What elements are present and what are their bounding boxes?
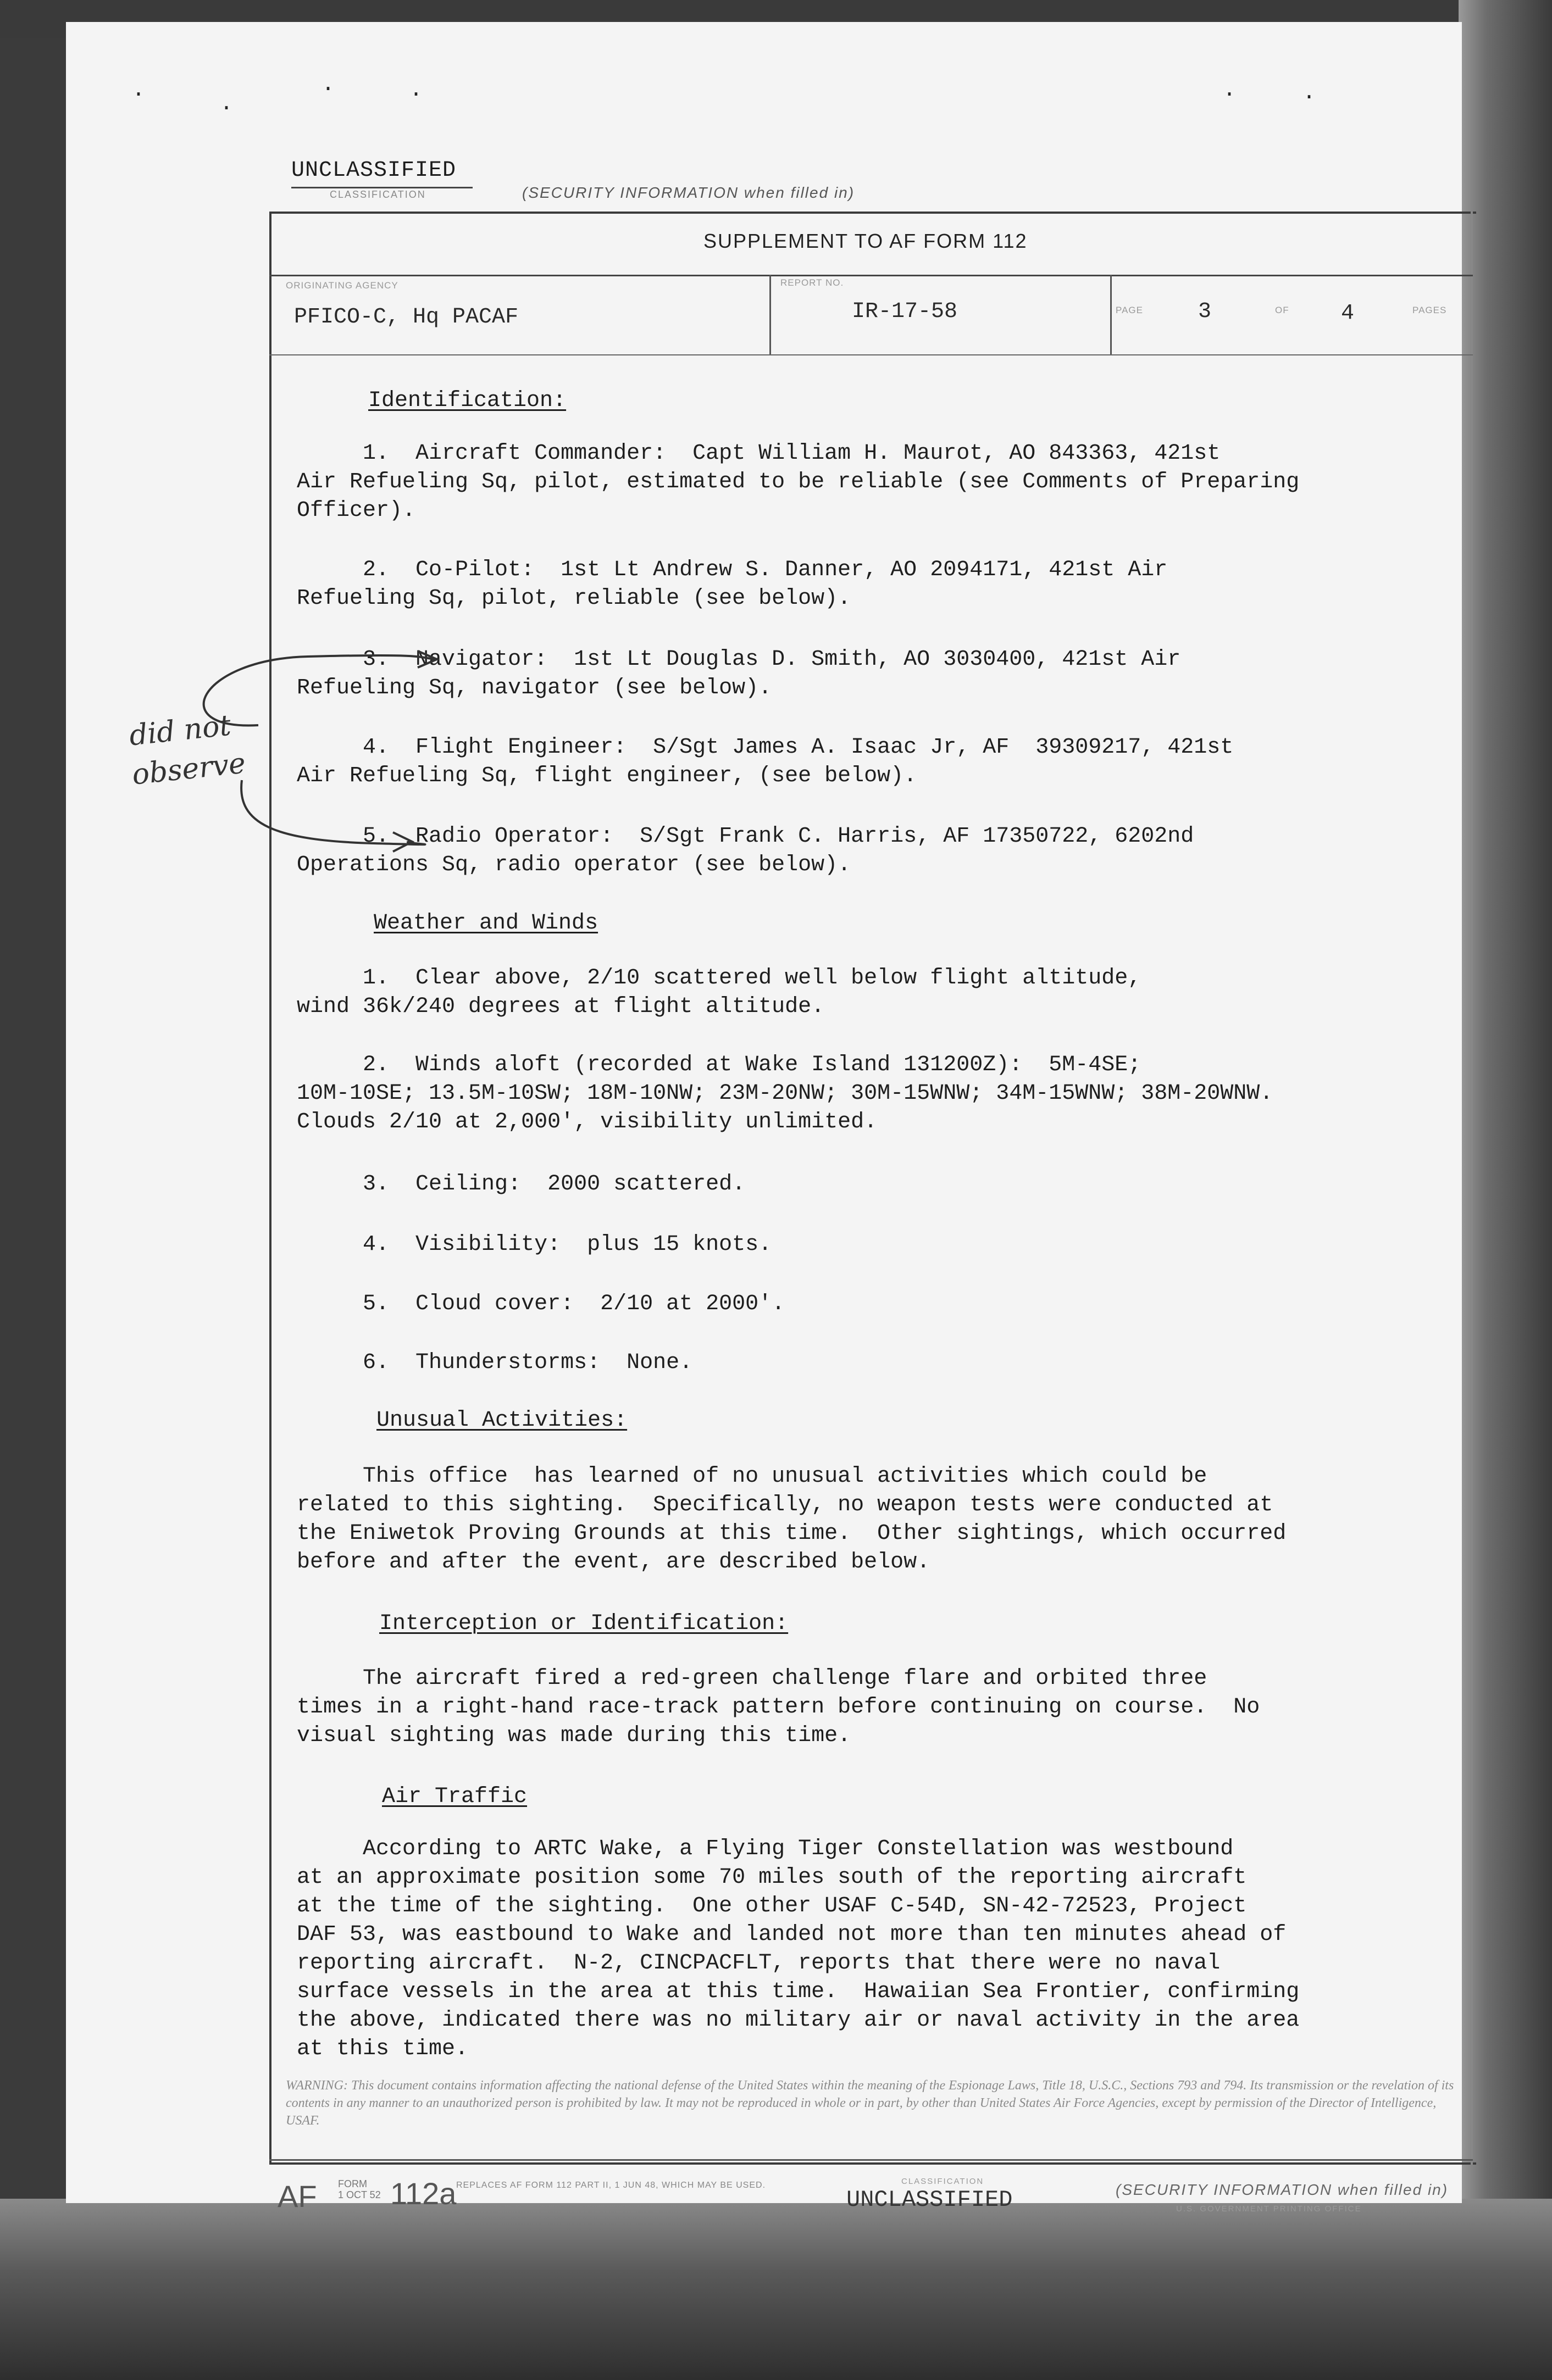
- section-heading-identification: Identification:: [368, 388, 567, 413]
- text-line: at this time.: [297, 2037, 469, 2061]
- footer-security-note: (SECURITY INFORMATION when filled in): [1116, 2181, 1449, 2198]
- report-no: IR-17-58: [852, 299, 958, 324]
- section-heading-unusual: Unusual Activities:: [376, 1408, 628, 1433]
- scan-speck: ·: [1223, 82, 1237, 107]
- text-line: 5. Cloud cover: 2/10 at 2000'.: [297, 1292, 785, 1316]
- footer-replaces: REPLACES AF FORM 112 PART II, 1 JUN 48, WHICH MAY BE USED.: [456, 2181, 766, 2190]
- text-line: Refueling Sq, pilot, reliable (see below).: [297, 586, 851, 611]
- text-line: 4. Flight Engineer: S/Sgt James A. Isaac Jr, AF 39309217, 421st: [297, 735, 1234, 760]
- text-line: wind 36k/240 degrees at flight altitude.: [297, 994, 825, 1019]
- page-number: 3: [1198, 299, 1212, 324]
- text-line: 2. Winds aloft (recorded at Wake Island 131200Z): 5M-4SE;: [297, 1053, 1141, 1077]
- text-line: Refueling Sq, navigator (see below).: [297, 676, 772, 700]
- text-line: 10M-10SE; 13.5M-10SW; 18M-10NW; 23M-20NW; 30M-15WNW; 34M-15WNW; 38M-20WNW.: [297, 1081, 1273, 1106]
- text-line: Clouds 2/10 at 2,000', visibility unlimited.: [297, 1110, 878, 1135]
- text-line: times in a right-hand race-track pattern before continuing on course. No: [297, 1695, 1260, 1720]
- text-line: DAF 53, was eastbound to Wake and landed not more than ten minutes ahead of: [297, 1922, 1287, 1947]
- footer-af: AF: [278, 2179, 317, 2214]
- text-line: According to ARTC Wake, a Flying Tiger Constellation was westbound: [297, 1837, 1234, 1861]
- footer-form-number: 112a: [390, 2176, 457, 2211]
- text-line: Operations Sq, radio operator (see below).: [297, 853, 851, 877]
- text-line: Air Refueling Sq, flight engineer, (see below).: [297, 764, 917, 788]
- footer-printing-office: U.S. GOVERNMENT PRINTING OFFICE: [1176, 2204, 1362, 2214]
- text-line: surface vessels in the area at this time. Hawaiian Sea Frontier, confirming: [297, 1979, 1300, 2004]
- footer-classification-label: CLASSIFICATION: [901, 2177, 984, 2186]
- text-line: 1. Clear above, 2/10 scattered well below flight altitude,: [297, 966, 1141, 991]
- section-heading-air-traffic: Air Traffic: [382, 1784, 528, 1809]
- handwritten-note-line2: observe: [130, 747, 247, 792]
- form-title: SUPPLEMENT TO AF FORM 112: [703, 230, 1028, 252]
- text-line: 5. Radio Operator: S/Sgt Frank C. Harris, AF 17350722, 6202nd: [297, 824, 1194, 849]
- scan-speck: ·: [220, 96, 234, 121]
- scan-speck: ·: [409, 82, 423, 107]
- text-line: the above, indicated there was no military air or naval activity in the area: [297, 2008, 1300, 2033]
- scan-speck: ·: [1302, 85, 1316, 110]
- text-line: visual sighting was made during this time.: [297, 1723, 851, 1748]
- text-line: the Eniwetok Proving Grounds at this time. Other sightings, which occurred: [297, 1521, 1287, 1546]
- section-heading-weather: Weather and Winds: [374, 911, 598, 936]
- text-line: 2. Co-Pilot: 1st Lt Andrew S. Danner, AO 2094171, 421st Air: [297, 558, 1168, 582]
- text-line: 4. Visibility: plus 15 knots.: [297, 1232, 772, 1257]
- text-line: related to this sighting. Specifically, no weapon tests were conducted at: [297, 1493, 1273, 1517]
- text-line: at an approximate position some 70 miles south of the reporting aircraft: [297, 1865, 1247, 1890]
- total-pages: 4: [1341, 301, 1355, 326]
- originating-agency-label: ORIGINATING AGENCY: [286, 280, 398, 291]
- text-line: reporting aircraft. N-2, CINCPACFLT, reports that there were no naval: [297, 1951, 1221, 1976]
- scan-speck: ·: [132, 82, 146, 107]
- scan-border-left: [0, 0, 66, 2380]
- text-line: This office has learned of no unusual activities which could be: [297, 1464, 1207, 1489]
- section-heading-interception: Interception or Identification:: [379, 1611, 789, 1636]
- footer-form-block: [338, 2178, 381, 2200]
- handwritten-note-line1: did not: [128, 709, 233, 753]
- of-label: OF: [1275, 305, 1289, 315]
- footer-form-label: FORM: [338, 2178, 367, 2189]
- report-no-label: REPORT NO.: [780, 277, 844, 288]
- security-note: (SECURITY INFORMATION when filled in): [522, 184, 855, 201]
- footer-form-date: 1 OCT 52: [338, 2189, 381, 2200]
- text-line: at the time of the sighting. One other USAF C-54D, SN-42-72523, Project: [297, 1894, 1247, 1919]
- scan-speck: ·: [322, 77, 335, 102]
- text-line: 6. Thunderstorms: None.: [297, 1350, 693, 1375]
- text-line: Officer).: [297, 498, 416, 523]
- text-line: 1. Aircraft Commander: Capt William H. Maurot, AO 843363, 421st: [297, 441, 1221, 466]
- classification-label: CLASSIFICATION: [330, 189, 426, 200]
- footer-rule: [269, 2159, 1473, 2161]
- text-line: before and after the event, are described below.: [297, 1550, 930, 1575]
- espionage-warning: WARNING: This document contains information affecting the national defense of the United States within the meaning of the Espionage Laws, Title 18, U.S.C., Sections 793 and 794. Its transmission or the revelation of its contents in any manner to an unauthorized person is prohibited by law. It may not be reproduced in whole or in part, by other than United States Air Force Agencies, except by permission of the Director of Intelligence, USAF.: [286, 2078, 1454, 2128]
- form-frame-right: [1471, 212, 1473, 2165]
- text-line: Air Refueling Sq, pilot, estimated to be reliable (see Comments of Preparing: [297, 470, 1300, 494]
- page-label: PAGE: [1116, 305, 1143, 315]
- text-line: 3. Navigator: 1st Lt Douglas D. Smith, AO 3030400, 421st Air: [297, 647, 1181, 672]
- body-text: [297, 0, 1462, 2088]
- scan-border-bottom: [0, 2199, 1552, 2380]
- footer-classification: UNCLASSIFIED: [846, 2187, 1013, 2213]
- text-line: 3. Ceiling: 2000 scattered.: [297, 1172, 746, 1197]
- pages-label: PAGES: [1412, 305, 1447, 315]
- top-classification: UNCLASSIFIED: [291, 158, 457, 183]
- originating-agency: PFICO-C, Hq PACAF: [294, 305, 519, 330]
- text-line: The aircraft fired a red-green challenge flare and orbited three: [297, 1666, 1207, 1691]
